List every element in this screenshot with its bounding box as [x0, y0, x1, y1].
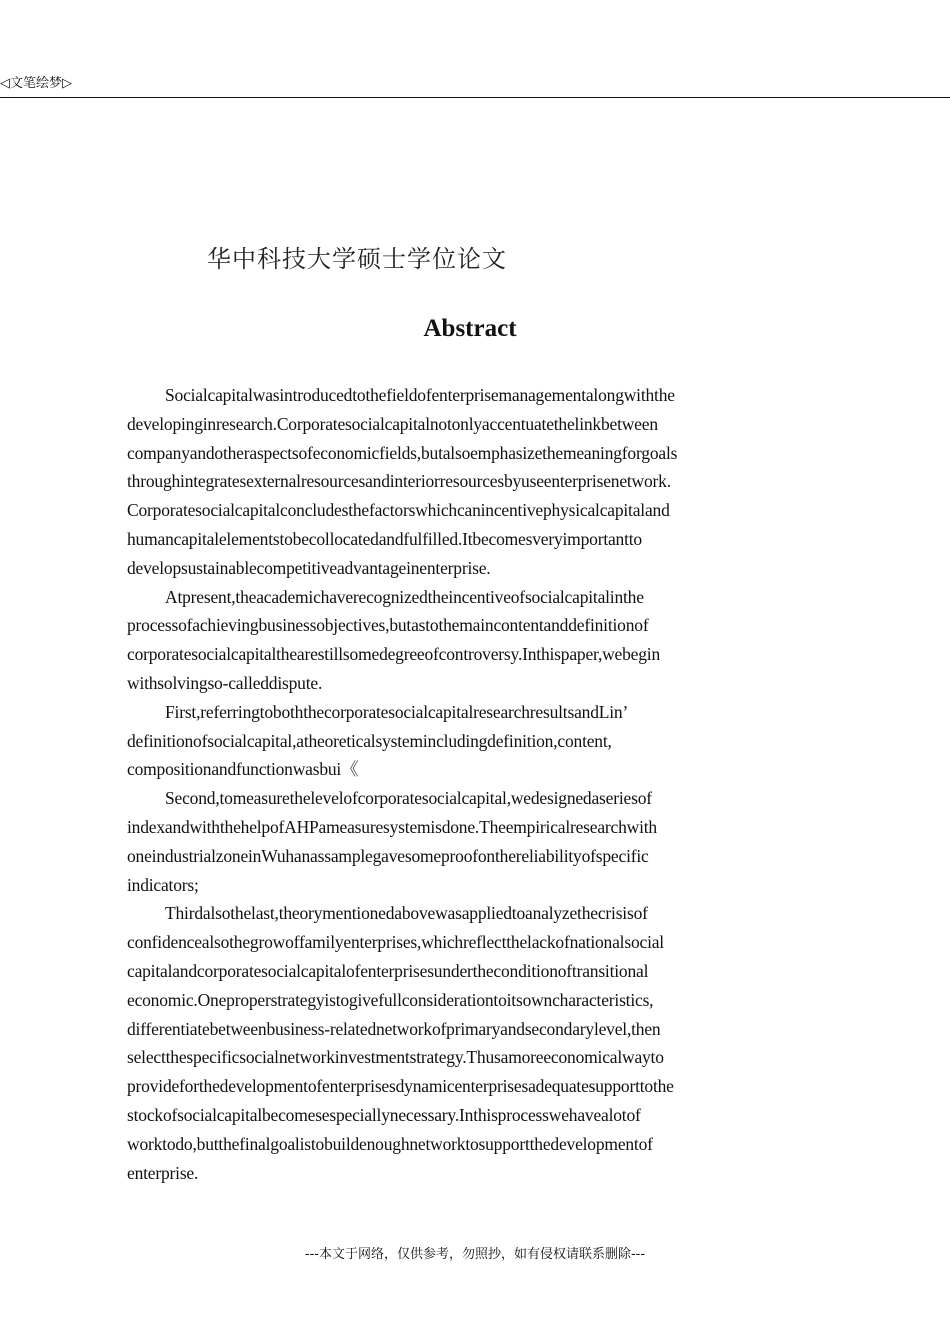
footer-disclaimer: ---本文于网络，仅供参考，勿照抄，如有侵权请联系删除--- — [304, 1247, 646, 1262]
paragraph-5-line-6: selectthespecificsocialnetworkinvestmentstrategy.Thusamoreeconomicalwayto — [127, 1047, 664, 1068]
paragraph-5-line-7: provideforthedevelopmentofenterprisesdynamicenterprisesadequatesupporttothe — [127, 1076, 674, 1097]
paragraph-5-line-5: differentiatebetweenbusiness-relatednetworkofprimaryandsecondarylevel,then — [127, 1018, 661, 1039]
paragraph-1-line-1: Socialcapitalwasintroducedtothefieldofenterprisemanagementalongwiththe — [165, 385, 675, 405]
university-title: 华中科技大学硕士学位论文 — [207, 245, 507, 273]
paragraph-4-line-4: indicators; — [127, 874, 199, 895]
paragraph-4-line-1: Second,tomeasurethelevelofcorporatesocialcapital,wedesignedaseriesof — [165, 788, 652, 809]
paragraph-5-line-8: stockofsocialcapitalbecomesespeciallynecessary.Inthisprocesswehavealotof — [127, 1104, 641, 1125]
paragraph-2-line-1: Atpresent,theacademichaverecognizedtheincentiveofsocialcapitalinthe — [165, 586, 644, 607]
paragraph-1-line-2: developinginresearch.Corporatesocialcapitalnotonlyaccentuatethelinkbetween — [127, 413, 658, 434]
paragraph-5-line-4: economic.Oneproperstrategyistogivefullconsiderationtoitsowncharacteristics, — [127, 989, 654, 1010]
abstract-heading: Abstract — [423, 315, 517, 342]
paragraph-2-line-3: corporatesocialcapitalthearestillsomedegreeofcontroversy.Inthispaper,webegin — [127, 644, 661, 665]
paragraph-5-line-1: Thirdalsothelast,theorymentionedabovewasappliedtoanalyzethecrisisof — [165, 903, 648, 924]
paragraph-4-line-2: indexandwiththehelpofAHPameasuresystemisdone.Theempiricalresearchwith — [127, 816, 657, 837]
header-divider — [0, 97, 950, 98]
paragraph-5-line-3: capitalandcorporatesocialcapitalofenterprisesundertheconditionoftransitional — [127, 960, 649, 981]
paragraph-1-line-6: humancapitalelementstobecollocatedandfulfilled.Itbecomesveryimportantto — [127, 528, 642, 549]
page-header-label: ◁文笔绘梦▷ — [0, 76, 72, 91]
paragraph-3-line-3: compositionandfunctionwasbui《 — [127, 759, 359, 780]
paragraph-2-line-4: withsolvingso-calleddispute. — [127, 672, 323, 693]
paragraph-1-line-5: Corporatesocialcapitalconcludesthefactorswhichcanincentivephysicalcapitaland — [127, 500, 670, 521]
paragraph-1-line-7: developsustainablecompetitiveadvantageinenterprise. — [127, 557, 491, 578]
paragraph-4-line-3: oneindustrialzoneinWuhanassamplegavesomeproofonthereliabilityofspecific — [127, 845, 649, 866]
paragraph-2-line-2: processofachievingbusinessobjectives,butastothemaincontentanddefinitionof — [127, 615, 649, 636]
paragraph-5-line-9: worktodo,butthefinalgoalistobuildenoughnetworktosupportthedevelopmentof — [127, 1133, 653, 1154]
paragraph-1-line-3: companyandotheraspectsofeconomicfields,butalsoemphasizethemeaningforgoals — [127, 442, 678, 463]
paragraph-3-line-2: definitionofsocialcapital,atheoreticalsystemincludingdefinition,content, — [127, 730, 612, 751]
paragraph-5-line-2: confidencealsothegrowoffamilyenterprises,whichreflectthelackofnationalsocial — [127, 932, 664, 953]
paragraph-3-line-1: First,referringtoboththecorporatesocialcapitalresearchresultsandLin’ — [165, 701, 629, 722]
paragraph-5-line-10: enterprise. — [127, 1162, 199, 1183]
abstract-body — [127, 381, 757, 1187]
paragraph-1-line-4: throughintegratesexternalresourcesandinteriorresourcesbyuseenterprisenetwork. — [127, 471, 671, 492]
